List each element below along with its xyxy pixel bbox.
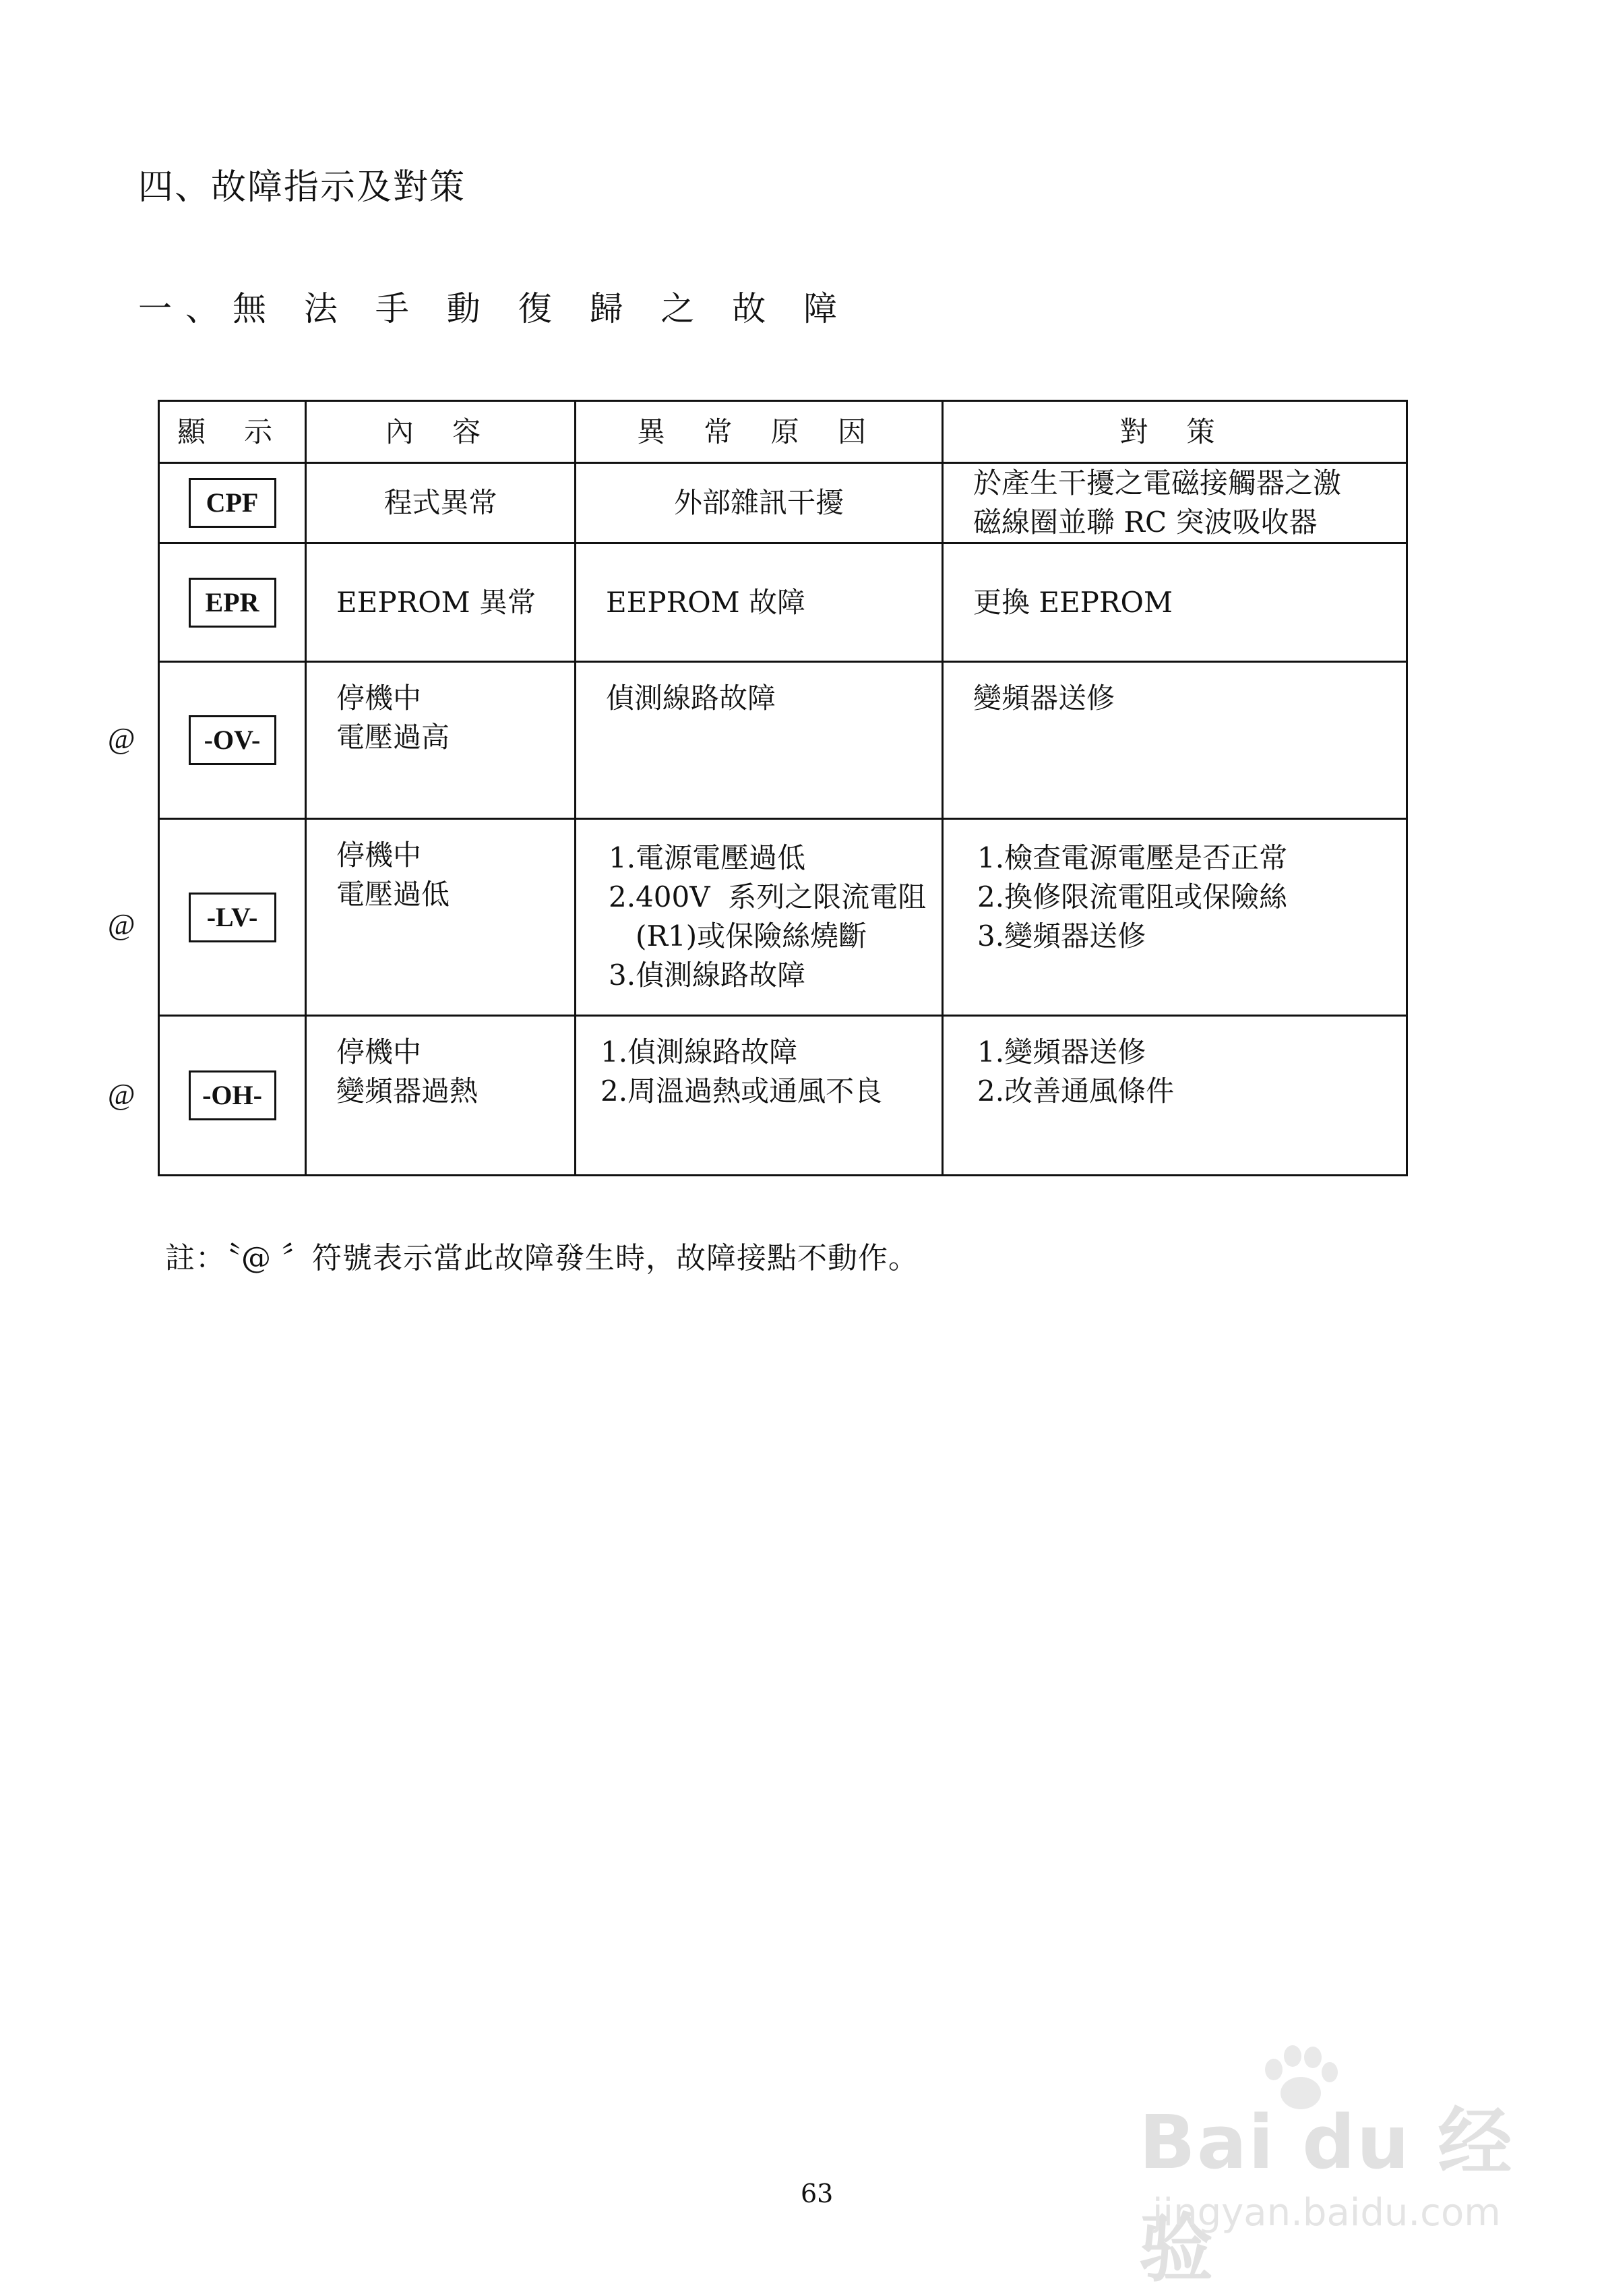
cause-text: EEPROM 故障 — [606, 586, 805, 619]
fault-code-oh: -OH- — [189, 1070, 276, 1120]
action-text: 2.換修限流電阻或保險絲 — [977, 880, 1288, 913]
action-text: 更換 EEPROM — [973, 586, 1173, 619]
content-text: EEPROM 異常 — [336, 586, 536, 619]
table-row — [159, 463, 1407, 543]
table-row — [159, 662, 1407, 819]
table-row — [159, 819, 1407, 1016]
cause-text: 2.周溫過熱或通風不良 — [600, 1075, 883, 1108]
fault-code-epr: EPR — [189, 578, 276, 628]
table-header-row — [159, 401, 1407, 463]
cause-text: 1.偵測線路故障 — [600, 1035, 798, 1068]
action-text: 3.變頻器送修 — [977, 919, 1146, 953]
header-display: 顯 示 — [159, 401, 306, 463]
cause-text: 2.400V 系列之限流電阻 — [609, 880, 927, 913]
page-number: 63 — [801, 2179, 834, 2208]
header-content: 內 容 — [306, 401, 576, 463]
at-marker-ov: @ — [108, 722, 135, 755]
fault-code-cpf: CPF — [189, 478, 276, 528]
fault-code-lv: -LV- — [189, 893, 276, 942]
subsection-title: 一、無 法 手 動 復 歸 之 故 障 — [138, 289, 851, 328]
footnote: 註：〝@ 〞符號表示當此故障發生時，故障接點不動作。 — [165, 1241, 919, 1275]
content-text: 變頻器過熱 — [336, 1075, 479, 1108]
table-row — [159, 1016, 1407, 1176]
action-text: 2.改善通風條件 — [977, 1075, 1175, 1108]
action-text: 於產生干擾之電磁接觸器之激 — [973, 466, 1342, 500]
watermark-url: jingyan.baidu.com — [1152, 2191, 1501, 2235]
at-marker-oh: @ — [108, 1078, 135, 1111]
cause-text: 3.偵測線路故障 — [609, 959, 806, 992]
cause-text: 1.電源電壓過低 — [609, 841, 806, 874]
fault-code-ov: -OV- — [189, 715, 276, 765]
cause-text: 偵測線路故障 — [606, 682, 776, 715]
cause-text: 外部雜訊干擾 — [673, 486, 844, 519]
header-action: 對 策 — [943, 401, 1407, 463]
baidu-watermark — [1139, 2043, 1516, 2292]
content-text: 電壓過高 — [336, 721, 450, 754]
table-row — [159, 543, 1407, 662]
action-text: 1.檢查電源電壓是否正常 — [977, 841, 1288, 874]
content-text: 程式異常 — [383, 486, 497, 519]
content-text: 停機中 — [336, 1035, 422, 1068]
action-text: 1.變頻器送修 — [977, 1035, 1146, 1068]
section-title: 四、故障指示及對策 — [138, 167, 466, 208]
cause-text: (R1)或保險絲燒斷 — [609, 919, 867, 953]
at-marker-lv: @ — [108, 908, 135, 941]
fault-table — [158, 400, 1408, 1176]
header-cause: 異 常 原 因 — [576, 401, 943, 463]
content-text: 停機中 — [336, 682, 422, 715]
action-text: 磁線圈並聯 RC 突波吸收器 — [973, 506, 1318, 539]
content-text: 電壓過低 — [336, 878, 450, 911]
watermark-text: Bai du 经验 — [1139, 2099, 1514, 2292]
action-text: 變頻器送修 — [973, 682, 1115, 715]
content-text: 停機中 — [336, 839, 422, 872]
